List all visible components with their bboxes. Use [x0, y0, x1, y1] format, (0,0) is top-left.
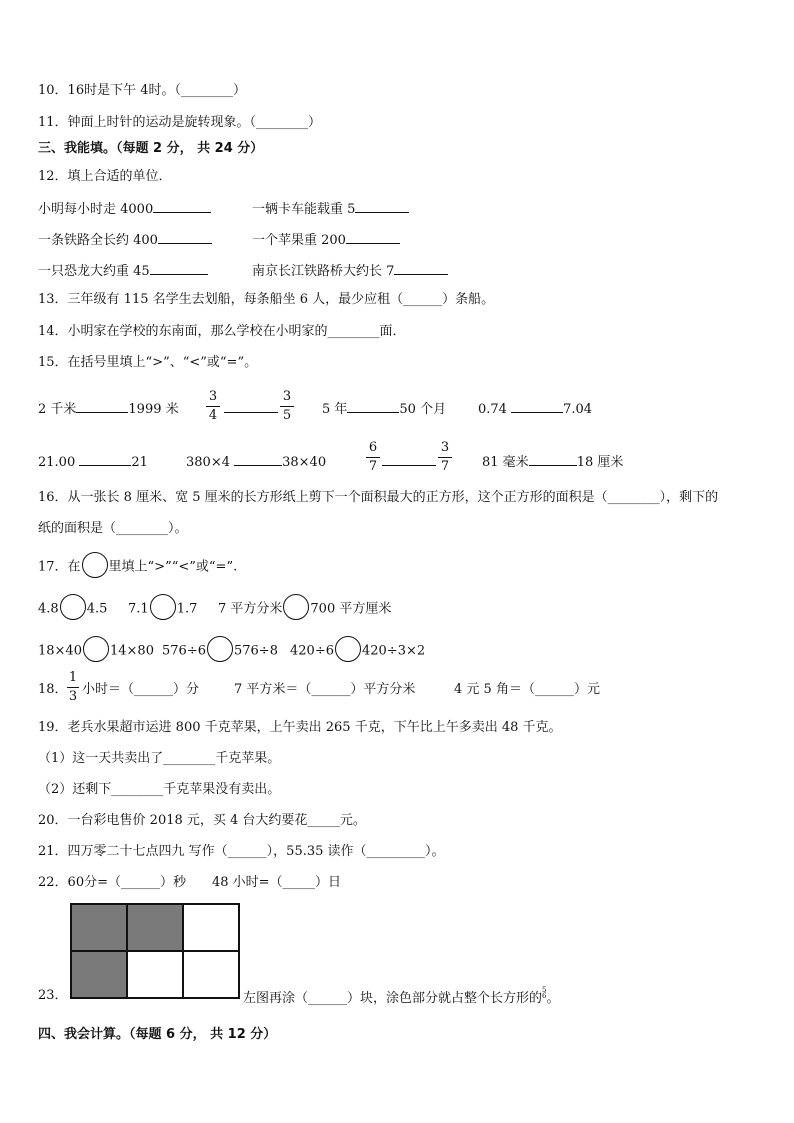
grid-cell [127, 904, 183, 951]
q15-r1-pair-1: 2 千米 1999 米 [38, 399, 179, 419]
question-21: 21．四万零二十七点四九 写作（______），55.35 读作（_________）。 [38, 844, 445, 859]
q18-part-c: 4 元 5 角＝（______）元 [454, 682, 600, 697]
question-16-line-2: 纸的面积是（________）。 [38, 521, 188, 536]
grid-cell [127, 951, 183, 998]
answer-circle [60, 594, 86, 620]
question-12-stem: 12．填上合适的单位． [38, 169, 172, 184]
question-19-part-2: （2）还剩下________千克苹果没有卖出。 [38, 782, 281, 797]
q15-r1-fraction-1: 3 4 [206, 390, 220, 423]
answer-circle [83, 636, 109, 662]
q18-part-a: 小时＝（______）分 [82, 682, 200, 697]
q15-r2-pair-4: 81 毫米 18 厘米 [482, 452, 623, 472]
question-17-stem: 17．在 里填上“>”“<”或“=”. [38, 556, 237, 578]
q18-fraction: 1 3 [68, 670, 78, 704]
answer-circle [207, 636, 233, 662]
q18-part-b: 7 平方米＝（______）平方分米 [234, 682, 416, 697]
q15-r1-pair-3: 5 年 50 个月 [322, 399, 446, 419]
q23-fraction: 5 6 [542, 986, 547, 1000]
section-4-title: 四、我会计算。（每题 6 分， 共 12 分） [38, 1027, 277, 1042]
q15-r1-fraction-2: 3 5 [280, 390, 294, 423]
q17-r2-pair-3: 420÷6 420÷3×2 [290, 640, 425, 662]
question-23-text: 左图再涂（______）块，涂色部分就占整个长方形的5 6。 [243, 986, 560, 1006]
question-16-line-1: 16．从一张长 8 厘米、宽 5 厘米的长方形纸上剪下一个面积最大的正方形，这个正方形的面积是（________），剩下的 [38, 490, 719, 505]
q17-r2-pair-2: 576÷6 576÷8 [162, 640, 278, 662]
question-11: 11．钟面上时针的运动是旋转现象。（________） [38, 115, 322, 130]
q17-r1-pair-3: 7 平方分米 700 平方厘米 [218, 598, 391, 620]
q17-r1-pair-1: 4.8 4.5 [38, 598, 107, 620]
answer-circle [335, 636, 361, 662]
question-14: 14．小明家在学校的东南面，那么学校在小明家的________面． [38, 324, 406, 339]
answer-circle [82, 552, 108, 578]
question-20: 20．一台彩电售价 2018 元，买 4 台大约要花_____元。 [38, 813, 366, 828]
question-22: 22．60分=（______）秒 48 小时=（_____）日 [38, 875, 342, 890]
grid-cell [71, 951, 127, 998]
q15-r1-pair-4: 0.74 7.04 [478, 399, 592, 419]
grid-cell [183, 951, 239, 998]
q15-r1-blank-1 [224, 399, 278, 419]
question-19-part-1: （1）这一天共卖出了________千克苹果。 [38, 751, 281, 766]
q12-item-6: 南京长江铁路桥大约长 7 [252, 261, 448, 281]
rectangle-grid [70, 903, 240, 999]
section-3-title: 三、我能填。（每题 2 分， 共 24 分） [38, 141, 264, 156]
grid-cell [183, 904, 239, 951]
question-13: 13．三年级有 115 名学生去划船，每条船坐 6 人，最少应租（______）条船。 [38, 292, 495, 307]
q15-r2-fraction-1: 6 7 [366, 441, 380, 474]
q12-item-1: 小明每小时走 4000 [38, 199, 211, 219]
question-15-stem: 15．在括号里填上“>”、“<”或“=”。 [38, 355, 258, 370]
question-19-stem: 19．老兵水果超市运进 800 千克苹果，上午卖出 265 千克，下午比上午多卖出 48 千克。 [38, 720, 562, 735]
answer-circle [283, 594, 309, 620]
q23-label: 23． [38, 988, 68, 1003]
q15-r2-pair-1: 21.00 21 [38, 452, 148, 472]
grid-cell [71, 904, 127, 951]
answer-circle [150, 594, 176, 620]
q12-item-4: 一个苹果重 200 [252, 230, 400, 250]
q15-r2-pair-2: 380×4 38×40 [186, 452, 326, 472]
q18-label: 18． [38, 682, 68, 697]
q17-r2-pair-1: 18×40 14×80 [38, 640, 154, 662]
q17-r1-pair-2: 7.1 1.7 [128, 598, 197, 620]
q12-item-5: 一只恐龙大约重 45 [38, 261, 208, 281]
q12-item-3: 一条铁路全长约 400 [38, 230, 212, 250]
question-10: 10．16时是下午 4时。（________） [38, 83, 246, 98]
q15-r2-blank [382, 452, 436, 472]
q15-r2-fraction-2: 3 7 [438, 441, 452, 474]
q12-item-2: 一辆卡车能载重 5 [252, 199, 409, 219]
